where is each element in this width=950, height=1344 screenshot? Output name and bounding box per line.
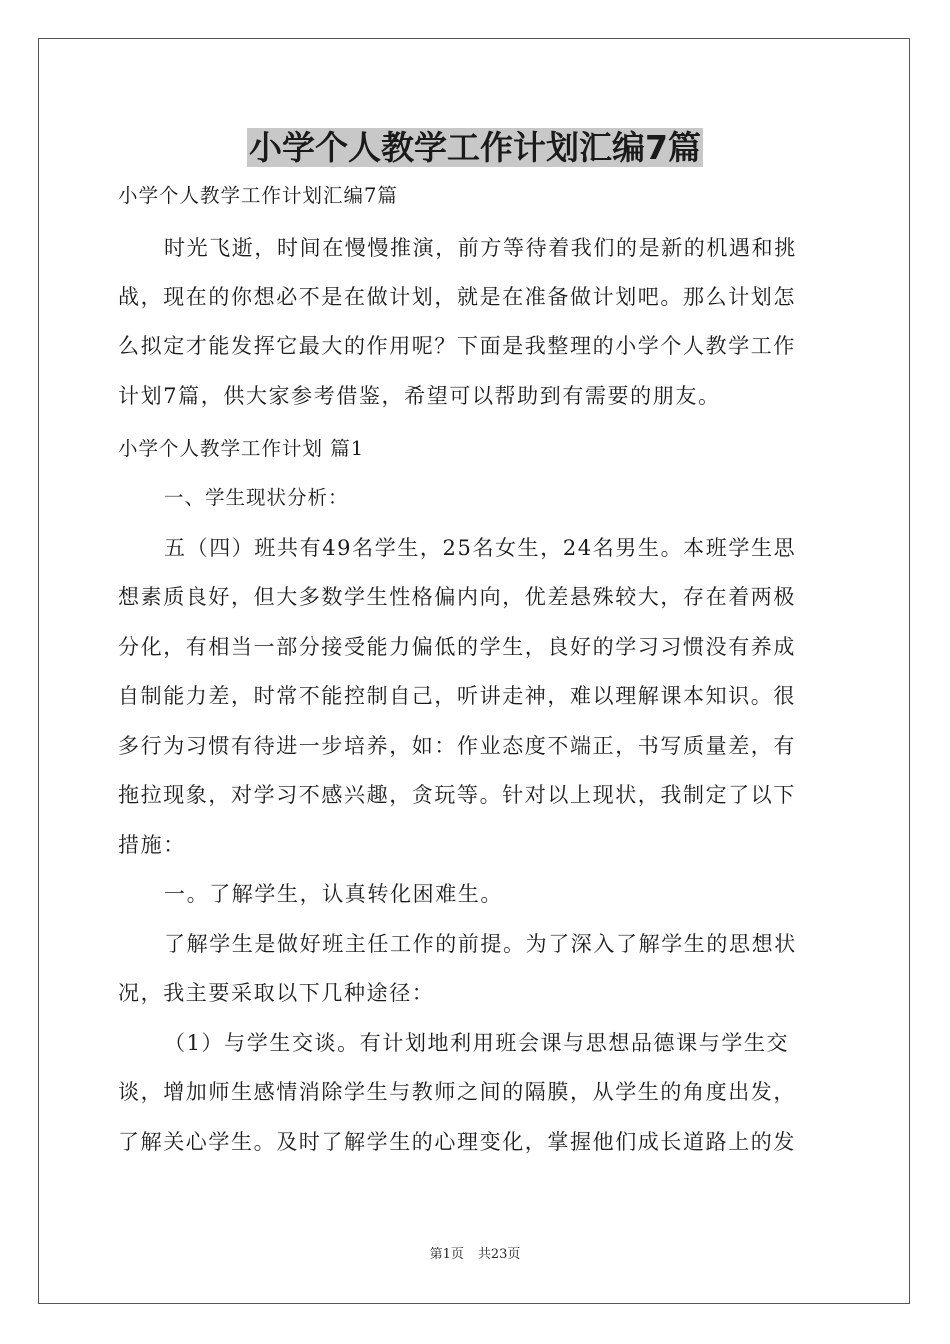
body-line: 么拟定才能发挥它最大的作用呢？下面是我整理的小学个人教学工作 [118, 334, 796, 358]
body-line: （1）与学生交谈。有计划地利用班会课与思想品德课与学生交 [164, 1031, 790, 1055]
body-line: 五（四）班共有49名学生，25名女生，24名男生。本班学生思 [164, 536, 797, 560]
body-line: 战，现在的你想必不是在做计划，就是在准备做计划吧。那么计划怎 [118, 285, 796, 309]
body-line: 一。了解学生，认真转化困难生。 [164, 882, 503, 906]
body-line: 了解关心学生。及时了解学生的心理变化，掌握他们成长道路上的发 [118, 1130, 796, 1154]
page-total: 共23页 [477, 1247, 521, 1262]
subtitle-line: 小学个人教学工作计划汇编7篇 [118, 184, 398, 207]
page-number: 第1页 [429, 1247, 464, 1262]
body-line: 计划7篇，供大家参考借鉴，希望可以帮助到有需要的朋友。 [118, 384, 721, 408]
subsection-heading: 一、学生现状分析： [164, 486, 349, 509]
page-frame [38, 38, 910, 1304]
body-line: 时光飞逝，时间在慢慢推演，前方等待着我们的是新的机遇和挑 [164, 236, 797, 260]
body-line: 了解学生是做好班主任工作的前提。为了深入了解学生的思想状 [164, 932, 797, 956]
body-line: 况，我主要采取以下几种途径： [118, 981, 435, 1005]
body-line: 谈，增加师生感情消除学生与教师之间的隔膜，从学生的角度出发， [118, 1080, 796, 1104]
body-line: 自制能力差，时常不能控制自己，听讲走神，难以理解课本知识。很 [118, 684, 796, 708]
body-line: 想素质良好，但大多数学生性格偏内向，优差悬殊较大，存在着两极 [118, 585, 796, 609]
body-line: 拖拉现象，对学习不感兴趣，贪玩等。针对以上现状，我制定了以下 [118, 783, 796, 807]
body-line: 分化，有相当一部分接受能力偏低的学生，良好的学习习惯没有养成 [118, 635, 796, 659]
section-heading: 小学个人教学工作计划 篇1 [118, 437, 365, 460]
document-title: 小学个人教学工作计划汇编7篇 [249, 128, 701, 167]
page-footer [0, 1246, 950, 1264]
body-line: 措施： [118, 833, 186, 857]
body-line: 多行为习惯有待进一步培养，如：作业态度不端正，书写质量差，有 [118, 734, 796, 758]
